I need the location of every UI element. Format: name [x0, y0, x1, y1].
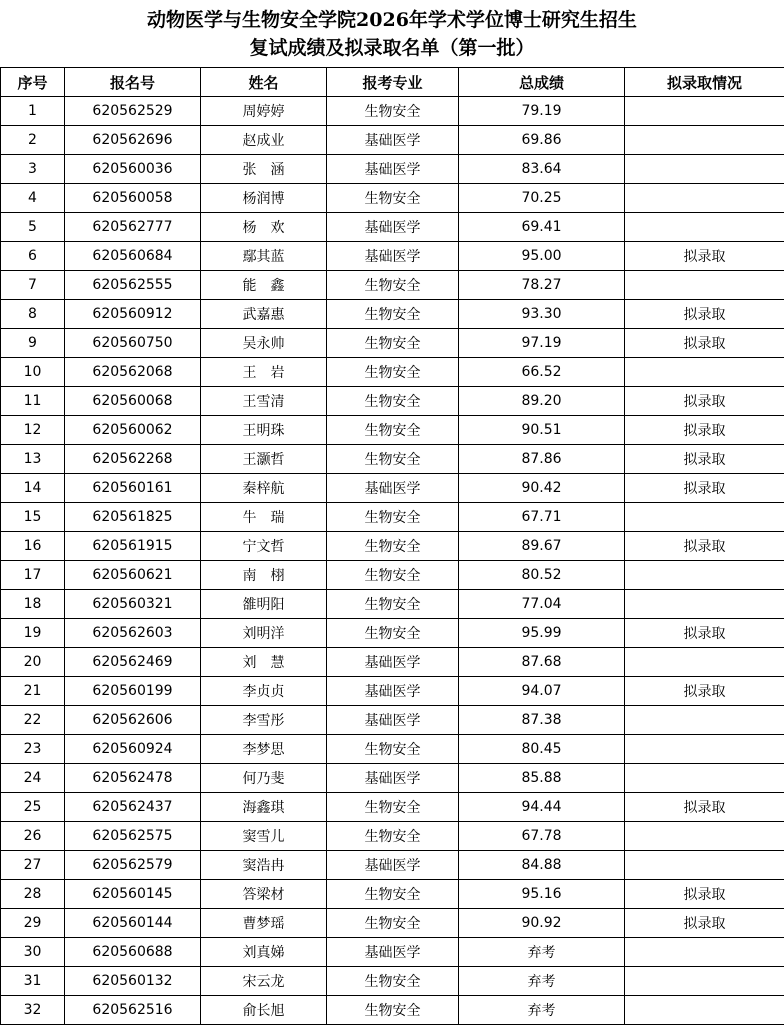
cell-major: 生物安全 [327, 184, 459, 213]
cell-id: 620562579 [65, 851, 201, 880]
cell-name: 王 岩 [201, 358, 327, 387]
cell-name: 王明珠 [201, 416, 327, 445]
cell-no: 19 [1, 619, 65, 648]
table-row [1, 126, 784, 155]
cell-name: 窦浩冉 [201, 851, 327, 880]
cell-major: 基础医学 [327, 126, 459, 155]
cell-major: 基础医学 [327, 242, 459, 271]
cell-major: 生物安全 [327, 358, 459, 387]
cell-major: 生物安全 [327, 793, 459, 822]
cell-no: 16 [1, 532, 65, 561]
cell-score: 79.19 [459, 97, 625, 126]
cell-status: 拟录取 [625, 793, 784, 822]
table-row [1, 996, 784, 1025]
cell-no: 28 [1, 880, 65, 909]
table-row [1, 735, 784, 764]
table-row [1, 503, 784, 532]
cell-score: 弃考 [459, 938, 625, 967]
cell-score: 87.68 [459, 648, 625, 677]
cell-major: 生物安全 [327, 619, 459, 648]
cell-score: 弃考 [459, 967, 625, 996]
cell-score: 78.27 [459, 271, 625, 300]
cell-major: 生物安全 [327, 97, 459, 126]
table-row [1, 184, 784, 213]
cell-name: 雒明阳 [201, 590, 327, 619]
cell-status: 拟录取 [625, 416, 784, 445]
cell-no: 18 [1, 590, 65, 619]
table-row [1, 590, 784, 619]
cell-name: 鄢其蓝 [201, 242, 327, 271]
cell-id: 620562603 [65, 619, 201, 648]
cell-name: 杨润博 [201, 184, 327, 213]
cell-name: 刘真娣 [201, 938, 327, 967]
cell-status: 拟录取 [625, 242, 784, 271]
cell-id: 620562555 [65, 271, 201, 300]
cell-name: 窦雪儿 [201, 822, 327, 851]
cell-major: 基础医学 [327, 474, 459, 503]
cell-major: 基础医学 [327, 851, 459, 880]
cell-score: 95.99 [459, 619, 625, 648]
cell-status: 拟录取 [625, 445, 784, 474]
cell-name: 武嘉惠 [201, 300, 327, 329]
table-row [1, 474, 784, 503]
cell-status [625, 764, 784, 793]
table-row [1, 300, 784, 329]
cell-name: 牛 瑞 [201, 503, 327, 532]
table-row [1, 97, 784, 126]
cell-status [625, 358, 784, 387]
cell-status [625, 97, 784, 126]
cell-no: 8 [1, 300, 65, 329]
cell-name: 刘明洋 [201, 619, 327, 648]
cell-score: 85.88 [459, 764, 625, 793]
cell-name: 王雪清 [201, 387, 327, 416]
cell-score: 90.42 [459, 474, 625, 503]
table-body [1, 97, 784, 1025]
header-status: 拟录取情况 [625, 68, 784, 97]
cell-name: 秦梓航 [201, 474, 327, 503]
cell-id: 620562478 [65, 764, 201, 793]
cell-id: 620560062 [65, 416, 201, 445]
table-row [1, 764, 784, 793]
cell-major: 生物安全 [327, 996, 459, 1025]
cell-major: 生物安全 [327, 300, 459, 329]
cell-name: 宁文哲 [201, 532, 327, 561]
cell-status: 拟录取 [625, 300, 784, 329]
table-row [1, 213, 784, 242]
cell-id: 620562437 [65, 793, 201, 822]
cell-name: 张 涵 [201, 155, 327, 184]
cell-name: 刘 慧 [201, 648, 327, 677]
cell-id: 620560684 [65, 242, 201, 271]
cell-no: 11 [1, 387, 65, 416]
document-title [0, 0, 784, 68]
cell-status [625, 126, 784, 155]
cell-major: 生物安全 [327, 445, 459, 474]
cell-name: 赵成业 [201, 126, 327, 155]
cell-score: 67.78 [459, 822, 625, 851]
cell-major: 生物安全 [327, 532, 459, 561]
cell-status [625, 938, 784, 967]
cell-major: 生物安全 [327, 735, 459, 764]
cell-name: 李雪彤 [201, 706, 327, 735]
cell-status: 拟录取 [625, 387, 784, 416]
header-name: 姓名 [201, 68, 327, 97]
cell-score: 89.20 [459, 387, 625, 416]
cell-no: 31 [1, 967, 65, 996]
cell-status [625, 648, 784, 677]
cell-score: 94.07 [459, 677, 625, 706]
cell-id: 620560068 [65, 387, 201, 416]
cell-id: 620560321 [65, 590, 201, 619]
cell-score: 95.16 [459, 880, 625, 909]
cell-id: 620560036 [65, 155, 201, 184]
cell-id: 620562469 [65, 648, 201, 677]
cell-no: 21 [1, 677, 65, 706]
cell-status [625, 503, 784, 532]
cell-name: 答梁材 [201, 880, 327, 909]
cell-major: 生物安全 [327, 822, 459, 851]
table-row [1, 387, 784, 416]
cell-name: 海鑫琪 [201, 793, 327, 822]
cell-name: 何乃斐 [201, 764, 327, 793]
cell-score: 69.86 [459, 126, 625, 155]
cell-no: 2 [1, 126, 65, 155]
cell-major: 基础医学 [327, 938, 459, 967]
cell-name: 宋云龙 [201, 967, 327, 996]
cell-score: 67.71 [459, 503, 625, 532]
header-no: 序号 [1, 68, 65, 97]
cell-score: 90.51 [459, 416, 625, 445]
cell-no: 26 [1, 822, 65, 851]
cell-status: 拟录取 [625, 619, 784, 648]
cell-major: 生物安全 [327, 561, 459, 590]
cell-id: 620562575 [65, 822, 201, 851]
cell-name: 吴永帅 [201, 329, 327, 358]
cell-id: 620562777 [65, 213, 201, 242]
table-row [1, 851, 784, 880]
table-row [1, 967, 784, 996]
cell-status [625, 561, 784, 590]
cell-status: 拟录取 [625, 474, 784, 503]
cell-id: 620562696 [65, 126, 201, 155]
cell-status [625, 271, 784, 300]
cell-id: 620560621 [65, 561, 201, 590]
table-row [1, 561, 784, 590]
cell-no: 24 [1, 764, 65, 793]
cell-major: 生物安全 [327, 271, 459, 300]
table-row [1, 445, 784, 474]
cell-no: 27 [1, 851, 65, 880]
cell-major: 基础医学 [327, 648, 459, 677]
cell-name: 曹梦瑶 [201, 909, 327, 938]
cell-no: 17 [1, 561, 65, 590]
cell-id: 620560132 [65, 967, 201, 996]
cell-status [625, 735, 784, 764]
cell-major: 生物安全 [327, 416, 459, 445]
cell-no: 3 [1, 155, 65, 184]
cell-name: 周婷婷 [201, 97, 327, 126]
cell-major: 生物安全 [327, 590, 459, 619]
table-row [1, 155, 784, 184]
header-id: 报名号 [65, 68, 201, 97]
cell-major: 生物安全 [327, 909, 459, 938]
cell-id: 620562606 [65, 706, 201, 735]
cell-id: 620562068 [65, 358, 201, 387]
cell-status: 拟录取 [625, 677, 784, 706]
cell-id: 620560912 [65, 300, 201, 329]
table-row [1, 619, 784, 648]
table-header-row [1, 68, 784, 97]
cell-status [625, 822, 784, 851]
table-row [1, 271, 784, 300]
cell-major: 基础医学 [327, 677, 459, 706]
cell-status [625, 155, 784, 184]
table-row [1, 648, 784, 677]
cell-score: 89.67 [459, 532, 625, 561]
cell-major: 生物安全 [327, 503, 459, 532]
cell-score: 83.64 [459, 155, 625, 184]
cell-id: 620560750 [65, 329, 201, 358]
cell-status: 拟录取 [625, 909, 784, 938]
cell-id: 620560145 [65, 880, 201, 909]
cell-id: 620561825 [65, 503, 201, 532]
cell-status [625, 996, 784, 1025]
table-row [1, 532, 784, 561]
table-row [1, 329, 784, 358]
cell-no: 9 [1, 329, 65, 358]
cell-no: 14 [1, 474, 65, 503]
cell-score: 93.30 [459, 300, 625, 329]
cell-name: 能 鑫 [201, 271, 327, 300]
cell-no: 12 [1, 416, 65, 445]
cell-name: 杨 欢 [201, 213, 327, 242]
table-row [1, 677, 784, 706]
title-line-2: 复试成绩及拟录取名单（第一批） [249, 37, 535, 59]
title-line-1: 动物医学与生物安全学院2026年学术学位博士研究生招生 [147, 9, 637, 31]
table-row [1, 358, 784, 387]
cell-score: 87.38 [459, 706, 625, 735]
table-row [1, 706, 784, 735]
cell-score: 77.04 [459, 590, 625, 619]
cell-no: 13 [1, 445, 65, 474]
table-row [1, 416, 784, 445]
cell-score: 94.44 [459, 793, 625, 822]
table-row [1, 822, 784, 851]
cell-id: 620560924 [65, 735, 201, 764]
cell-name: 南 栩 [201, 561, 327, 590]
cell-id: 620560688 [65, 938, 201, 967]
table-row [1, 793, 784, 822]
cell-no: 32 [1, 996, 65, 1025]
cell-id: 620561915 [65, 532, 201, 561]
cell-major: 生物安全 [327, 329, 459, 358]
cell-id: 620560144 [65, 909, 201, 938]
cell-id: 620560199 [65, 677, 201, 706]
cell-status [625, 590, 784, 619]
cell-score: 弃考 [459, 996, 625, 1025]
cell-id: 620562529 [65, 97, 201, 126]
cell-no: 20 [1, 648, 65, 677]
cell-status: 拟录取 [625, 880, 784, 909]
cell-score: 95.00 [459, 242, 625, 271]
cell-id: 620560058 [65, 184, 201, 213]
cell-status [625, 213, 784, 242]
cell-major: 生物安全 [327, 880, 459, 909]
cell-no: 29 [1, 909, 65, 938]
cell-status [625, 967, 784, 996]
cell-no: 25 [1, 793, 65, 822]
cell-id: 620560161 [65, 474, 201, 503]
table-row [1, 938, 784, 967]
cell-id: 620562268 [65, 445, 201, 474]
cell-score: 87.86 [459, 445, 625, 474]
table-row [1, 880, 784, 909]
cell-status [625, 851, 784, 880]
cell-no: 15 [1, 503, 65, 532]
cell-score: 70.25 [459, 184, 625, 213]
cell-score: 84.88 [459, 851, 625, 880]
cell-score: 80.45 [459, 735, 625, 764]
cell-no: 4 [1, 184, 65, 213]
cell-status: 拟录取 [625, 532, 784, 561]
cell-no: 5 [1, 213, 65, 242]
cell-score: 80.52 [459, 561, 625, 590]
cell-name: 俞长旭 [201, 996, 327, 1025]
cell-name: 李贞贞 [201, 677, 327, 706]
cell-status: 拟录取 [625, 329, 784, 358]
cell-major: 生物安全 [327, 387, 459, 416]
cell-no: 22 [1, 706, 65, 735]
cell-major: 基础医学 [327, 213, 459, 242]
cell-no: 6 [1, 242, 65, 271]
cell-id: 620562516 [65, 996, 201, 1025]
cell-no: 10 [1, 358, 65, 387]
table-row [1, 242, 784, 271]
results-table [0, 67, 784, 1025]
cell-status [625, 706, 784, 735]
cell-no: 30 [1, 938, 65, 967]
cell-no: 1 [1, 97, 65, 126]
cell-score: 97.19 [459, 329, 625, 358]
cell-score: 90.92 [459, 909, 625, 938]
cell-score: 69.41 [459, 213, 625, 242]
cell-no: 7 [1, 271, 65, 300]
cell-major: 基础医学 [327, 764, 459, 793]
cell-major: 基础医学 [327, 706, 459, 735]
cell-major: 生物安全 [327, 967, 459, 996]
header-score: 总成绩 [459, 68, 625, 97]
table-row [1, 909, 784, 938]
cell-status [625, 184, 784, 213]
header-major: 报考专业 [327, 68, 459, 97]
cell-score: 66.52 [459, 358, 625, 387]
cell-major: 基础医学 [327, 155, 459, 184]
cell-no: 23 [1, 735, 65, 764]
cell-name: 李梦思 [201, 735, 327, 764]
cell-name: 王灏哲 [201, 445, 327, 474]
